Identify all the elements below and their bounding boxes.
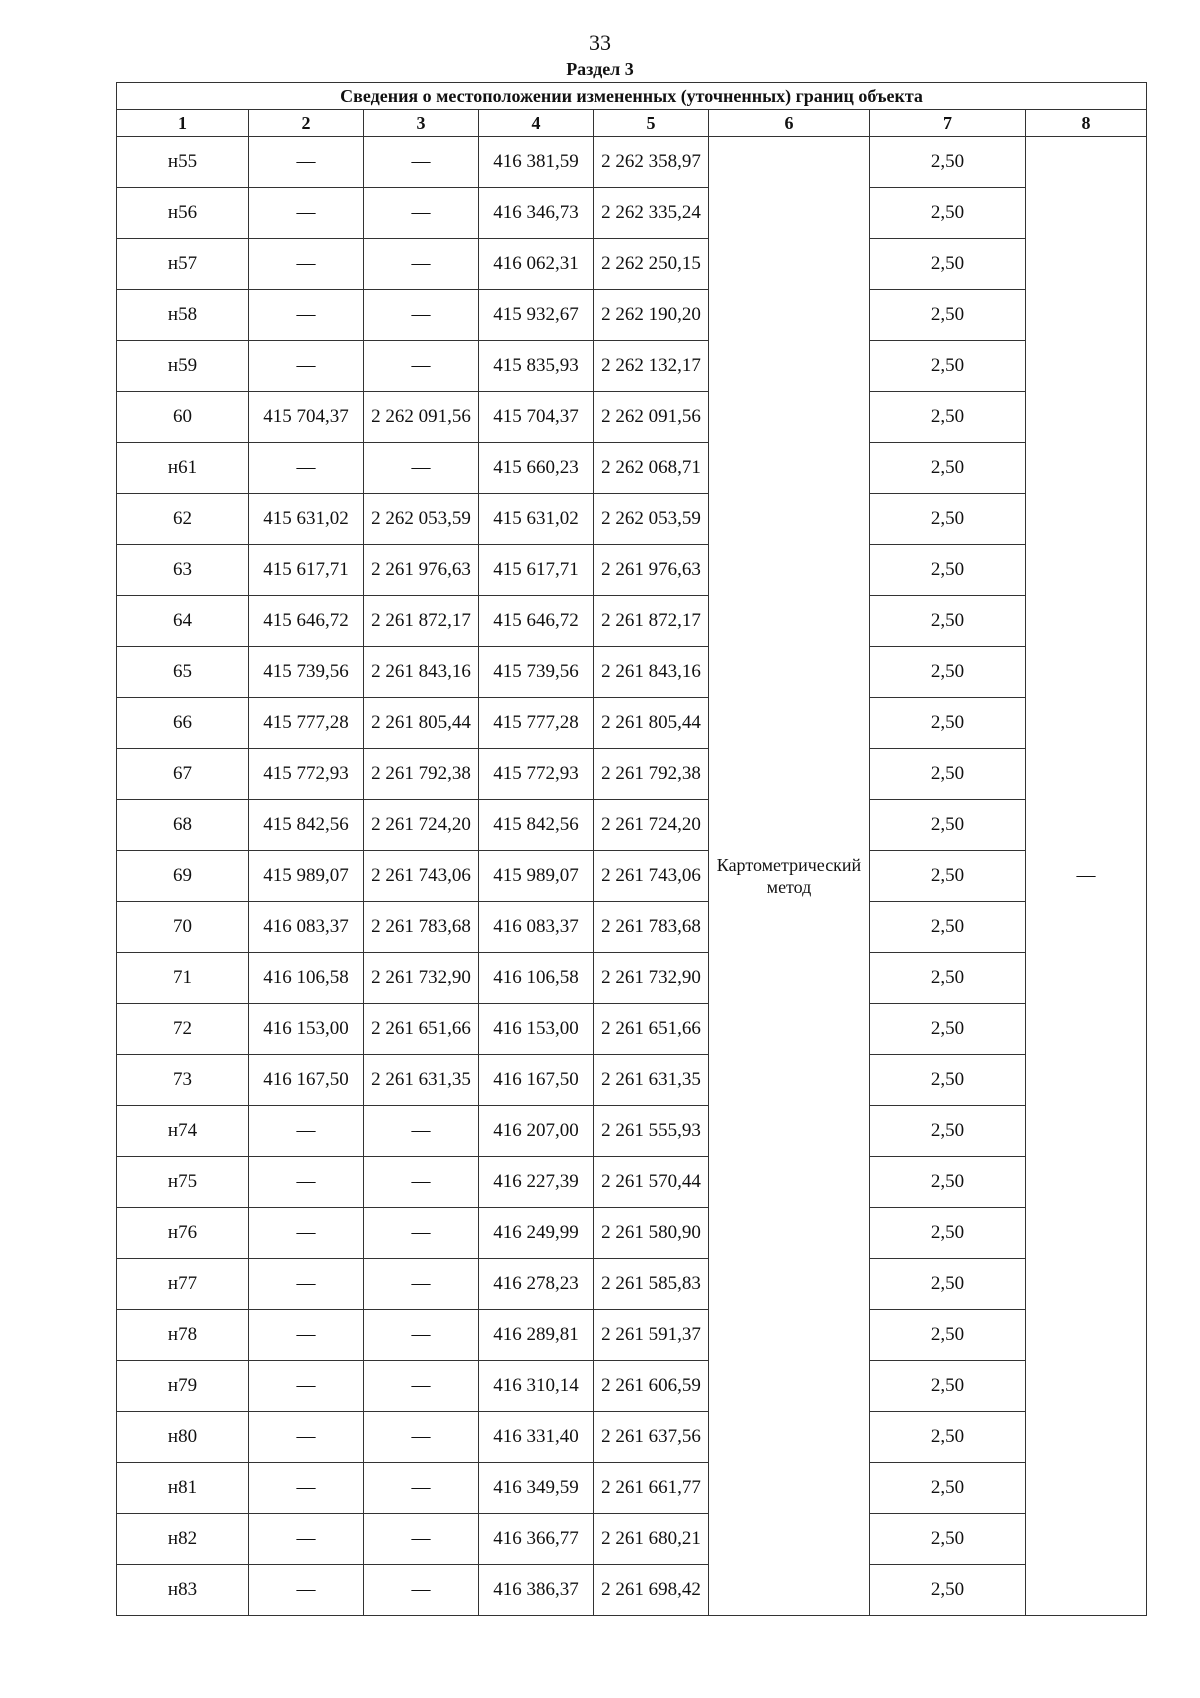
point-name-cell: 69 <box>117 851 249 902</box>
accuracy-cell: 2,50 <box>870 1259 1026 1310</box>
point-name-cell: н79 <box>117 1361 249 1412</box>
point-name-cell: 70 <box>117 902 249 953</box>
table-caption: Сведения о местоположении измененных (уточненных) границ объекта <box>117 83 1147 110</box>
x-old-cell: 415 989,07 <box>249 851 364 902</box>
x-old-cell: 415 739,56 <box>249 647 364 698</box>
accuracy-cell: 2,50 <box>870 1463 1026 1514</box>
y-old-cell: — <box>364 1412 479 1463</box>
x-new-cell: 415 932,67 <box>479 290 594 341</box>
x-new-cell: 416 167,50 <box>479 1055 594 1106</box>
column-number: 1 <box>117 110 249 137</box>
x-new-cell: 416 083,37 <box>479 902 594 953</box>
table-body <box>117 137 1147 1616</box>
x-new-cell: 416 310,14 <box>479 1361 594 1412</box>
x-new-cell: 416 386,37 <box>479 1565 594 1616</box>
table-row <box>117 698 1147 749</box>
x-old-cell: 415 617,71 <box>249 545 364 596</box>
table-row <box>117 749 1147 800</box>
point-name-cell: н81 <box>117 1463 249 1514</box>
y-old-cell: 2 261 805,44 <box>364 698 479 749</box>
table-row <box>117 596 1147 647</box>
accuracy-cell: 2,50 <box>870 1106 1026 1157</box>
point-name-cell: н80 <box>117 1412 249 1463</box>
point-name-cell: н78 <box>117 1310 249 1361</box>
x-old-cell: — <box>249 1310 364 1361</box>
y-old-cell: — <box>364 1157 479 1208</box>
accuracy-cell: 2,50 <box>870 698 1026 749</box>
y-new-cell: 2 261 591,37 <box>594 1310 709 1361</box>
accuracy-cell: 2,50 <box>870 443 1026 494</box>
y-new-cell: 2 261 651,66 <box>594 1004 709 1055</box>
table-row <box>117 443 1147 494</box>
table-row <box>117 800 1147 851</box>
y-old-cell: — <box>364 239 479 290</box>
y-old-cell: — <box>364 137 479 188</box>
table-row <box>117 1412 1147 1463</box>
table-row <box>117 239 1147 290</box>
x-new-cell: 416 346,73 <box>479 188 594 239</box>
y-old-cell: 2 261 743,06 <box>364 851 479 902</box>
table-row <box>117 341 1147 392</box>
x-old-cell: — <box>249 188 364 239</box>
y-new-cell: 2 262 335,24 <box>594 188 709 239</box>
x-new-cell: 416 106,58 <box>479 953 594 1004</box>
y-new-cell: 2 261 783,68 <box>594 902 709 953</box>
y-new-cell: 2 261 661,77 <box>594 1463 709 1514</box>
accuracy-cell: 2,50 <box>870 647 1026 698</box>
point-name-cell: н57 <box>117 239 249 290</box>
y-new-cell: 2 261 580,90 <box>594 1208 709 1259</box>
accuracy-cell: 2,50 <box>870 1055 1026 1106</box>
y-new-cell: 2 261 872,17 <box>594 596 709 647</box>
y-old-cell: 2 261 976,63 <box>364 545 479 596</box>
y-new-cell: 2 261 732,90 <box>594 953 709 1004</box>
column-number: 2 <box>249 110 364 137</box>
x-old-cell: 415 842,56 <box>249 800 364 851</box>
y-old-cell: 2 261 783,68 <box>364 902 479 953</box>
accuracy-cell: 2,50 <box>870 188 1026 239</box>
accuracy-cell: 2,50 <box>870 749 1026 800</box>
point-name-cell: 67 <box>117 749 249 800</box>
x-new-cell: 415 989,07 <box>479 851 594 902</box>
point-name-cell: 71 <box>117 953 249 1004</box>
x-new-cell: 415 739,56 <box>479 647 594 698</box>
y-old-cell: 2 262 091,56 <box>364 392 479 443</box>
page-number: 33 <box>589 30 611 55</box>
x-new-cell: 416 278,23 <box>479 1259 594 1310</box>
y-old-cell: — <box>364 1463 479 1514</box>
y-old-cell: 2 261 732,90 <box>364 953 479 1004</box>
accuracy-cell: 2,50 <box>870 1310 1026 1361</box>
y-new-cell: 2 262 053,59 <box>594 494 709 545</box>
table-row <box>117 1004 1147 1055</box>
x-new-cell: 415 660,23 <box>479 443 594 494</box>
coordinates-table <box>116 82 1147 1616</box>
x-new-cell: 415 617,71 <box>479 545 594 596</box>
y-new-cell: 2 261 976,63 <box>594 545 709 596</box>
column-number: 4 <box>479 110 594 137</box>
x-new-cell: 416 289,81 <box>479 1310 594 1361</box>
method-cell: Картометрический метод <box>709 137 870 1616</box>
point-name-cell: 64 <box>117 596 249 647</box>
y-new-cell: 2 261 585,83 <box>594 1259 709 1310</box>
point-name-cell: 62 <box>117 494 249 545</box>
x-new-cell: 416 227,39 <box>479 1157 594 1208</box>
accuracy-cell: 2,50 <box>870 800 1026 851</box>
accuracy-cell: 2,50 <box>870 137 1026 188</box>
x-new-cell: 416 249,99 <box>479 1208 594 1259</box>
y-old-cell: — <box>364 1514 479 1565</box>
x-old-cell: — <box>249 1463 364 1514</box>
y-old-cell: 2 261 651,66 <box>364 1004 479 1055</box>
point-name-cell: н56 <box>117 188 249 239</box>
point-name-cell: н58 <box>117 290 249 341</box>
x-old-cell: 416 106,58 <box>249 953 364 1004</box>
y-old-cell: — <box>364 1259 479 1310</box>
table-row <box>117 1106 1147 1157</box>
x-new-cell: 416 062,31 <box>479 239 594 290</box>
point-name-cell: н83 <box>117 1565 249 1616</box>
accuracy-cell: 2,50 <box>870 1208 1026 1259</box>
x-old-cell: — <box>249 1157 364 1208</box>
table-row <box>117 1361 1147 1412</box>
y-old-cell: — <box>364 1106 479 1157</box>
x-old-cell: 415 704,37 <box>249 392 364 443</box>
x-old-cell: — <box>249 1565 364 1616</box>
y-new-cell: 2 261 606,59 <box>594 1361 709 1412</box>
column-number: 6 <box>709 110 870 137</box>
point-name-cell: н55 <box>117 137 249 188</box>
table-row <box>117 1208 1147 1259</box>
point-name-cell: 68 <box>117 800 249 851</box>
section-title: Раздел 3 <box>566 59 634 79</box>
y-new-cell: 2 261 805,44 <box>594 698 709 749</box>
x-old-cell: — <box>249 1106 364 1157</box>
x-new-cell: 416 366,77 <box>479 1514 594 1565</box>
y-new-cell: 2 261 680,21 <box>594 1514 709 1565</box>
y-old-cell: 2 262 053,59 <box>364 494 479 545</box>
y-new-cell: 2 261 792,38 <box>594 749 709 800</box>
table-row <box>117 494 1147 545</box>
y-new-cell: 2 262 132,17 <box>594 341 709 392</box>
accuracy-cell: 2,50 <box>870 1565 1026 1616</box>
table-row <box>117 851 1147 902</box>
accuracy-cell: 2,50 <box>870 902 1026 953</box>
y-new-cell: 2 262 250,15 <box>594 239 709 290</box>
accuracy-cell: 2,50 <box>870 1004 1026 1055</box>
y-new-cell: 2 262 358,97 <box>594 137 709 188</box>
x-old-cell: — <box>249 1259 364 1310</box>
y-old-cell: 2 261 872,17 <box>364 596 479 647</box>
y-new-cell: 2 261 570,44 <box>594 1157 709 1208</box>
y-new-cell: 2 261 724,20 <box>594 800 709 851</box>
x-new-cell: 415 842,56 <box>479 800 594 851</box>
x-old-cell: — <box>249 1412 364 1463</box>
accuracy-cell: 2,50 <box>870 1412 1026 1463</box>
y-new-cell: 2 262 068,71 <box>594 443 709 494</box>
y-new-cell: 2 261 698,42 <box>594 1565 709 1616</box>
accuracy-cell: 2,50 <box>870 545 1026 596</box>
x-new-cell: 415 646,72 <box>479 596 594 647</box>
y-old-cell: — <box>364 1361 479 1412</box>
accuracy-cell: 2,50 <box>870 953 1026 1004</box>
table-row <box>117 1310 1147 1361</box>
column-number: 3 <box>364 110 479 137</box>
y-old-cell: — <box>364 341 479 392</box>
y-old-cell: — <box>364 290 479 341</box>
x-old-cell: 415 777,28 <box>249 698 364 749</box>
x-old-cell: — <box>249 1208 364 1259</box>
column-number: 8 <box>1026 110 1147 137</box>
x-new-cell: 415 631,02 <box>479 494 594 545</box>
x-new-cell: 416 349,59 <box>479 1463 594 1514</box>
y-new-cell: 2 261 743,06 <box>594 851 709 902</box>
accuracy-cell: 2,50 <box>870 341 1026 392</box>
column8-cell: — <box>1026 137 1147 1616</box>
x-old-cell: — <box>249 443 364 494</box>
accuracy-cell: 2,50 <box>870 851 1026 902</box>
y-old-cell: 2 261 631,35 <box>364 1055 479 1106</box>
y-old-cell: — <box>364 1565 479 1616</box>
table-row <box>117 392 1147 443</box>
x-old-cell: — <box>249 239 364 290</box>
point-name-cell: н82 <box>117 1514 249 1565</box>
x-new-cell: 416 381,59 <box>479 137 594 188</box>
x-old-cell: — <box>249 1514 364 1565</box>
y-old-cell: 2 261 843,16 <box>364 647 479 698</box>
column-number: 7 <box>870 110 1026 137</box>
x-old-cell: 416 083,37 <box>249 902 364 953</box>
table-row <box>117 1259 1147 1310</box>
point-name-cell: н74 <box>117 1106 249 1157</box>
y-new-cell: 2 261 555,93 <box>594 1106 709 1157</box>
point-name-cell: 63 <box>117 545 249 596</box>
accuracy-cell: 2,50 <box>870 1157 1026 1208</box>
x-new-cell: 415 835,93 <box>479 341 594 392</box>
x-old-cell: 415 646,72 <box>249 596 364 647</box>
point-name-cell: н59 <box>117 341 249 392</box>
y-new-cell: 2 261 631,35 <box>594 1055 709 1106</box>
point-name-cell: н75 <box>117 1157 249 1208</box>
x-new-cell: 415 704,37 <box>479 392 594 443</box>
table-row <box>117 1463 1147 1514</box>
table-caption-row <box>117 83 1147 110</box>
accuracy-cell: 2,50 <box>870 1514 1026 1565</box>
x-new-cell: 416 207,00 <box>479 1106 594 1157</box>
point-name-cell: 66 <box>117 698 249 749</box>
y-old-cell: — <box>364 1310 479 1361</box>
accuracy-cell: 2,50 <box>870 494 1026 545</box>
point-name-cell: н77 <box>117 1259 249 1310</box>
x-old-cell: — <box>249 341 364 392</box>
table-row <box>117 137 1147 188</box>
x-old-cell: 415 631,02 <box>249 494 364 545</box>
table-row <box>117 1565 1147 1616</box>
x-old-cell: 416 153,00 <box>249 1004 364 1055</box>
point-name-cell: 65 <box>117 647 249 698</box>
y-old-cell: 2 261 724,20 <box>364 800 479 851</box>
x-old-cell: — <box>249 1361 364 1412</box>
point-name-cell: 72 <box>117 1004 249 1055</box>
table-row <box>117 1055 1147 1106</box>
x-old-cell: 415 772,93 <box>249 749 364 800</box>
x-old-cell: — <box>249 290 364 341</box>
y-old-cell: 2 261 792,38 <box>364 749 479 800</box>
x-new-cell: 416 331,40 <box>479 1412 594 1463</box>
x-new-cell: 415 777,28 <box>479 698 594 749</box>
y-new-cell: 2 261 637,56 <box>594 1412 709 1463</box>
point-name-cell: 73 <box>117 1055 249 1106</box>
y-old-cell: — <box>364 1208 479 1259</box>
accuracy-cell: 2,50 <box>870 596 1026 647</box>
x-old-cell: — <box>249 137 364 188</box>
y-old-cell: — <box>364 443 479 494</box>
column-number-row <box>117 110 1147 137</box>
point-name-cell: 60 <box>117 392 249 443</box>
table-row <box>117 188 1147 239</box>
x-old-cell: 416 167,50 <box>249 1055 364 1106</box>
table-row <box>117 902 1147 953</box>
accuracy-cell: 2,50 <box>870 1361 1026 1412</box>
table-row <box>117 647 1147 698</box>
point-name-cell: н61 <box>117 443 249 494</box>
table-row <box>117 1157 1147 1208</box>
y-new-cell: 2 261 843,16 <box>594 647 709 698</box>
table-row <box>117 1514 1147 1565</box>
x-new-cell: 416 153,00 <box>479 1004 594 1055</box>
table-row <box>117 545 1147 596</box>
accuracy-cell: 2,50 <box>870 392 1026 443</box>
y-new-cell: 2 262 190,20 <box>594 290 709 341</box>
point-name-cell: н76 <box>117 1208 249 1259</box>
column-number: 5 <box>594 110 709 137</box>
x-new-cell: 415 772,93 <box>479 749 594 800</box>
accuracy-cell: 2,50 <box>870 290 1026 341</box>
table-row <box>117 290 1147 341</box>
accuracy-cell: 2,50 <box>870 239 1026 290</box>
table-row <box>117 953 1147 1004</box>
y-old-cell: — <box>364 188 479 239</box>
y-new-cell: 2 262 091,56 <box>594 392 709 443</box>
